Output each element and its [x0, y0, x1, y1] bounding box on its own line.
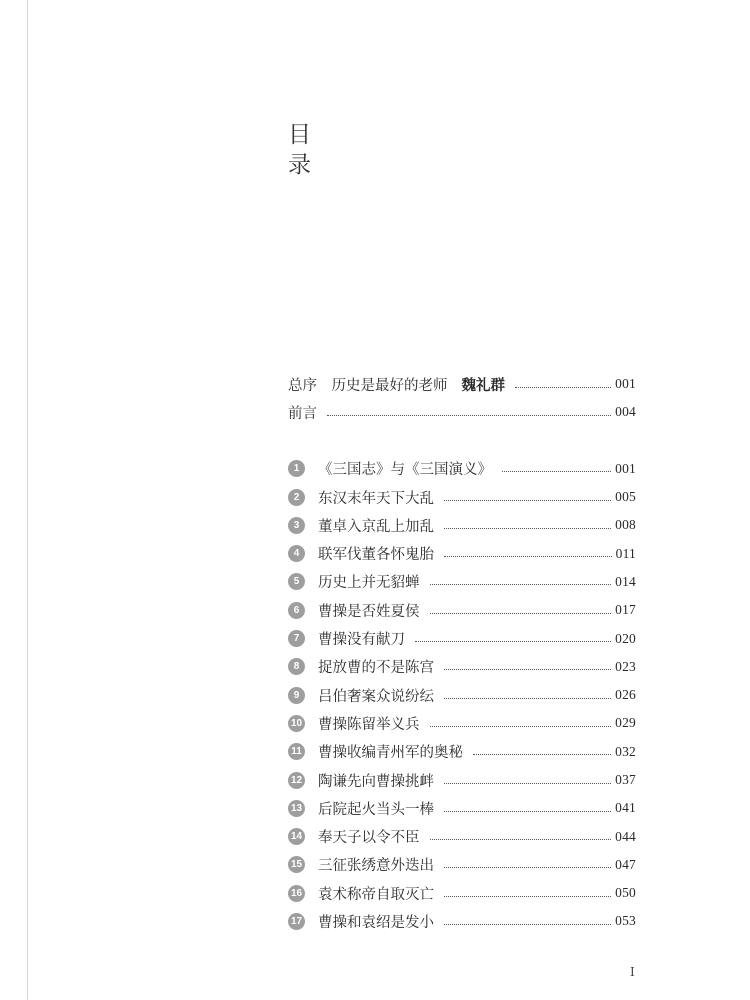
dot-leader [473, 754, 611, 755]
toc-row-chapter-1[interactable] [288, 455, 636, 483]
toc-row-chapter-4[interactable] [288, 539, 636, 567]
dot-leader [430, 613, 612, 614]
dot-leader [444, 867, 611, 868]
dot-leader [444, 500, 611, 501]
toc-entry-author: 魏礼群 [461, 376, 505, 394]
chapter-number-badge: 9 [288, 687, 305, 704]
toc-entry-page: 020 [615, 630, 636, 646]
toc-row-chapter-10[interactable] [288, 709, 636, 737]
toc-row-chapter-11[interactable] [288, 738, 636, 766]
table-of-contents [288, 370, 636, 936]
chapter-number-badge: 14 [288, 828, 305, 845]
toc-entry-label: 曹操陈留举义兵 [318, 716, 420, 733]
toc-entry-label: 吕伯奢案众说纷纭 [318, 688, 434, 705]
toc-entry-page: 014 [615, 573, 636, 589]
dot-leader [502, 471, 611, 472]
toc-entry-label: 袁术称帝自取灭亡 [318, 886, 434, 903]
dot-leader [430, 839, 612, 840]
toc-entry-label: 前言 [288, 405, 317, 422]
page-title [288, 120, 311, 180]
toc-entry-label: 捉放曹的不是陈宫 [318, 660, 434, 677]
toc-entry-page: 053 [615, 913, 636, 929]
page-spine-line [27, 0, 28, 1000]
toc-row-chapter-2[interactable] [288, 483, 636, 511]
toc-row-chapter-14[interactable] [288, 822, 636, 850]
chapter-number-badge: 6 [288, 602, 305, 619]
toc-entry-label: 历史上并无貂蝉 [318, 575, 420, 592]
toc-row-chapter-9[interactable] [288, 681, 636, 709]
toc-entry-page: 026 [615, 687, 636, 703]
toc-row-chapter-16[interactable] [288, 879, 636, 907]
chapter-number-badge: 3 [288, 517, 305, 534]
title-char-2: 录 [288, 152, 311, 178]
dot-leader [430, 584, 612, 585]
dot-leader [444, 528, 611, 529]
toc-entry-page: 032 [615, 743, 636, 759]
chapter-number-badge: 13 [288, 800, 305, 817]
toc-entry-label: 曹操和袁绍是发小 [318, 914, 434, 931]
toc-row-chapter-3[interactable] [288, 511, 636, 539]
dot-leader [327, 415, 611, 416]
toc-row-chapter-7[interactable] [288, 624, 636, 652]
toc-entry-page: 001 [615, 376, 636, 392]
chapter-number-badge: 8 [288, 658, 305, 675]
dot-leader [515, 387, 611, 388]
chapter-number-badge: 2 [288, 489, 305, 506]
dot-leader [444, 924, 611, 925]
title-char-1: 目 [288, 122, 311, 148]
dot-leader [444, 669, 611, 670]
toc-row-chapter-12[interactable] [288, 766, 636, 794]
toc-entry-page: 041 [615, 800, 636, 816]
chapter-number-badge: 10 [288, 715, 305, 732]
toc-entry-page: 044 [615, 828, 636, 844]
toc-entry-label: 东汉末年天下大乱 [318, 490, 434, 507]
toc-entry-label: 曹操收编青州军的奥秘 [318, 745, 463, 762]
toc-row-chapter-13[interactable] [288, 794, 636, 822]
page-number: I [630, 965, 635, 979]
toc-entry-label: 陶谦先向曹操挑衅 [318, 773, 434, 790]
chapter-number-badge: 16 [288, 885, 305, 902]
toc-entry-page: 001 [615, 460, 636, 476]
dot-leader [444, 896, 611, 897]
dot-leader [444, 698, 611, 699]
toc-row-foreword[interactable] [288, 398, 636, 426]
toc-entry-page: 011 [615, 545, 636, 561]
toc-entry-label: 三征张绣意外迭出 [318, 858, 434, 875]
dot-leader [444, 556, 612, 557]
toc-entry-page: 047 [615, 856, 636, 872]
toc-entry-label: 联军伐董各怀鬼胎 [318, 547, 434, 564]
toc-row-chapter-8[interactable] [288, 653, 636, 681]
chapter-number-badge: 7 [288, 630, 305, 647]
toc-entry-page: 029 [615, 715, 636, 731]
toc-entry-page: 008 [615, 517, 636, 533]
toc-entry-label: 总序 历史是最好的老师 [288, 377, 448, 394]
toc-entry-page: 005 [615, 489, 636, 505]
toc-entry-label: 奉天子以令不臣 [318, 830, 420, 847]
dot-leader [430, 726, 612, 727]
toc-entry-page: 037 [615, 772, 636, 787]
toc-entry-page: 004 [615, 404, 636, 420]
toc-entry-page: 023 [615, 658, 636, 674]
section-gap [288, 427, 636, 455]
toc-row-chapter-15[interactable] [288, 851, 636, 879]
chapter-number-badge: 12 [288, 772, 305, 789]
toc-row-chapter-17[interactable] [288, 907, 636, 935]
toc-entry-label: 后院起火当头一棒 [318, 801, 434, 818]
toc-entry-page: 050 [615, 885, 636, 901]
chapter-number-badge: 1 [288, 460, 305, 477]
toc-row-general-preface[interactable] [288, 370, 636, 398]
chapter-number-badge: 17 [288, 913, 305, 930]
dot-leader [444, 783, 611, 784]
toc-entry-label: 董卓入京乱上加乱 [318, 518, 434, 535]
toc-entry-label: 曹操没有献刀 [318, 632, 405, 649]
toc-entry-label: 《三国志》与《三国演义》 [318, 462, 492, 479]
toc-entry-page: 017 [615, 602, 636, 618]
chapter-number-badge: 5 [288, 573, 305, 590]
chapter-number-badge: 4 [288, 545, 305, 562]
toc-entry-label: 曹操是否姓夏侯 [318, 603, 420, 620]
chapter-number-badge: 15 [288, 856, 305, 873]
toc-row-chapter-5[interactable] [288, 568, 636, 596]
dot-leader [415, 641, 611, 642]
toc-row-chapter-6[interactable] [288, 596, 636, 624]
dot-leader [444, 811, 611, 812]
chapter-number-badge: 11 [288, 743, 305, 760]
